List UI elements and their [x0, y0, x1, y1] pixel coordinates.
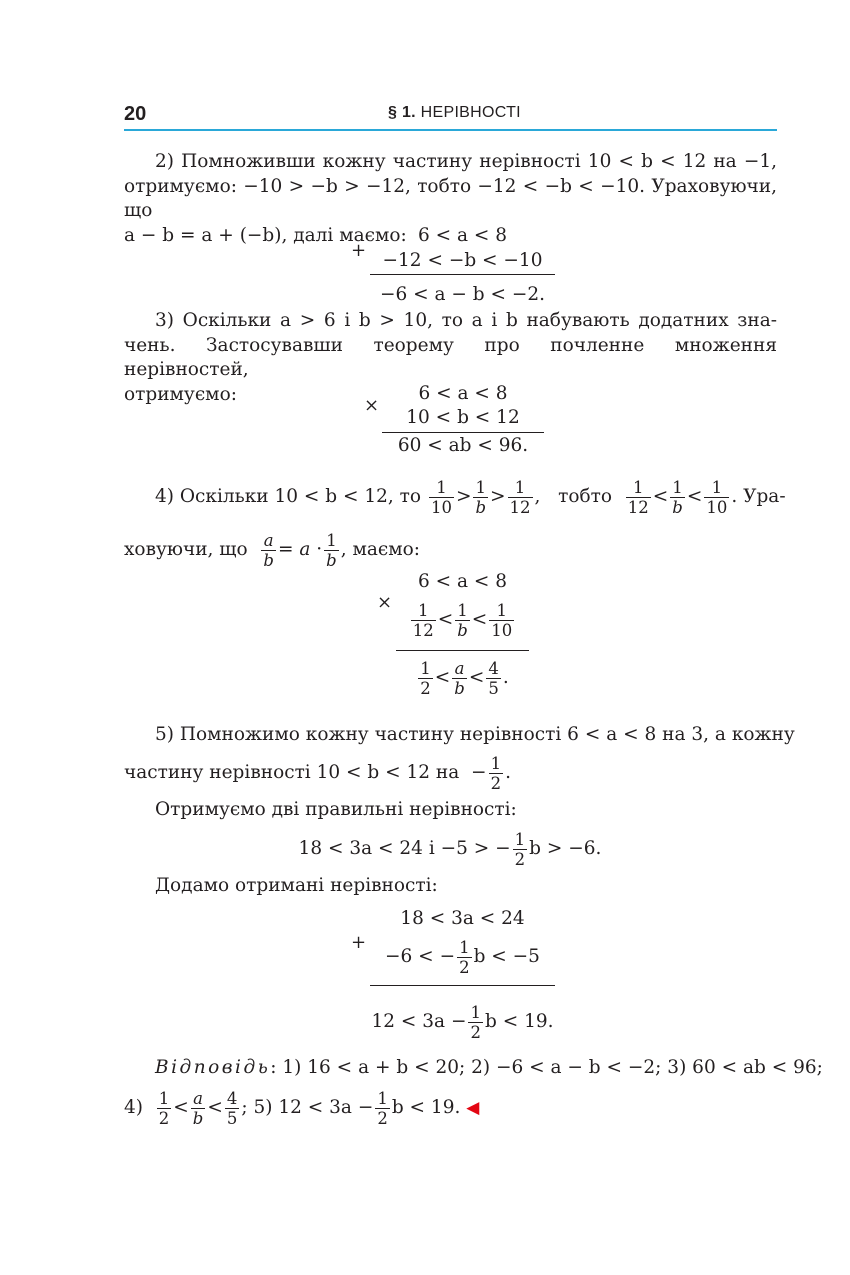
p2-text3: a − b = a + (−b), далі маємо: [124, 224, 407, 246]
fraction: $\frac{1}{b}$ [457, 600, 468, 640]
fraction: $\frac{1}{b}$ [672, 477, 683, 517]
fraction: $\frac{1}{12}$ [509, 477, 531, 517]
system-line: 6 < a < 8 [417, 225, 508, 246]
p5-line3: Отримуємо дві правильні нерівності: [155, 799, 517, 820]
system-line: −12 < −b < −10 [382, 250, 543, 271]
page-header [124, 100, 777, 130]
fraction: $\frac{1}{b}$ [326, 530, 337, 570]
p4-line2: ховуючи, що $\frac{a}{b}$ = a · $\frac{1}{b}$ , маємо: [124, 530, 421, 570]
p5-line1: 5) Помножимо кожну частину нерівності 6 < a < 8 на 3, а кожну [155, 724, 795, 745]
p4-line2-tail: , маємо: [340, 539, 421, 560]
page-number: 20 [124, 103, 147, 125]
product-rule [396, 650, 529, 651]
times-sign: × [377, 592, 393, 613]
system-result: 12 < 3a − $\frac{1}{2}$ b < 19. [371, 1002, 554, 1042]
two-inequalities: 18 < 3a < 24 і −5 > − $\frac{1}{2}$ b > −6. [298, 829, 602, 869]
p4-line1: 4) Оскільки 10 < b < 12, то $\frac{1}{10}$ > $\frac{1}{b}$ > $\frac{1}{12}$ , тобто $\frac{1}{12}$ < $\frac{1}{b}$ < $\frac{1}{10}$ . Ура- [155, 477, 786, 517]
fraction: $\frac{1}{2}$ [158, 1088, 170, 1128]
system-result: −6 < a − b < −2. [379, 284, 546, 305]
system-line: 10 < b < 12 [406, 407, 520, 428]
fraction: $\frac{1}{2}$ [459, 937, 470, 977]
p2-text2: отримуємо: −10 > −b > −12, тобто −12 < −b < −10. Ураховуючи, що [124, 175, 777, 221]
times-sign: × [364, 395, 380, 416]
system-line: 18 < 3a < 24 [400, 908, 525, 929]
system-line: $\frac{1}{12}$ < $\frac{1}{b}$ < $\frac{1}{10}$ [412, 600, 513, 640]
fraction: $\frac{1}{2}$ [490, 753, 502, 793]
system-line: 6 < a < 8 [418, 383, 508, 404]
sum-rule [370, 274, 555, 275]
answer-line1: Відповідь: 1) 16 < a + b < 20; 2) −6 < a − b < −2; 3) 60 < ab < 96; [155, 1057, 823, 1078]
system-result: 60 < ab < 96. [397, 435, 529, 456]
system-line: 6 < a < 8 [417, 571, 508, 592]
p4-lead: 4) Оскільки 10 < b < 12, то [155, 486, 422, 507]
p3-text1: 3) Оскільки a > 6 і b > 10, то a і b набувають додатних зна- [155, 310, 777, 331]
end-of-solution-icon: ◀ [466, 1098, 480, 1118]
fraction: $\frac{1}{10}$ [706, 477, 728, 517]
p4-line2-lead: ховуючи, що [124, 539, 248, 560]
fraction: $\frac{1}{2}$ [377, 1088, 388, 1128]
plus-sign: + [351, 240, 367, 261]
p3-text2: чень. Застосувавши теорему про почленне множення нерівностей, [124, 334, 777, 380]
section-name: НЕРІВНОСТІ [420, 104, 521, 121]
fraction: $\frac{1}{10}$ [491, 600, 513, 640]
p5-line4: Додамо отримані нерівності: [155, 875, 438, 896]
p2-text1: 2) Помноживши кожну частину нерівності 10 < b < 12 на −1, [155, 151, 777, 172]
fraction: $\frac{1}{2}$ [470, 1002, 481, 1042]
fraction: $\frac{1}{12}$ [627, 477, 649, 517]
fraction: $\frac{1}{2}$ [420, 658, 431, 698]
answer-line2: 4) $\frac{1}{2}$ < $\frac{a}{b}$ < $\frac{4}{5}$ ; 5) 12 < 3a − $\frac{1}{2}$ b < 19. ◀ [124, 1088, 480, 1128]
section-title [388, 104, 521, 122]
sum-rule [370, 985, 555, 986]
fraction: $\frac{a}{b}$ [192, 1088, 204, 1128]
fraction: $\frac{a}{b}$ [454, 658, 465, 698]
p3-text3: отримуємо: [124, 383, 237, 405]
fraction: $\frac{1}{b}$ [475, 477, 487, 517]
plus-sign: + [351, 932, 367, 953]
fraction: $\frac{4}{5}$ [488, 658, 499, 698]
fraction: $\frac{1}{12}$ [412, 600, 434, 640]
p5-line2: частину нерівності 10 < b < 12 на − $\frac{1}{2}$ . [124, 753, 511, 793]
section-mark: § 1. [388, 104, 416, 121]
header-rule [124, 129, 777, 131]
fraction: $\frac{a}{b}$ [263, 530, 274, 570]
answer-label: Відповідь [155, 1057, 271, 1078]
fraction: $\frac{1}{2}$ [514, 829, 526, 869]
p4-ura: . Ура- [731, 486, 786, 507]
product-rule [382, 432, 544, 433]
p4-tobto: тобто [558, 486, 612, 507]
system-result: $\frac{1}{2}$ < $\frac{a}{b}$ < $\frac{4}{5}$ . [420, 658, 509, 698]
fraction: $\frac{1}{10}$ [430, 477, 452, 517]
fraction: $\frac{4}{5}$ [226, 1088, 238, 1128]
system-line: −6 < − $\frac{1}{2}$ b < −5 [385, 937, 540, 977]
